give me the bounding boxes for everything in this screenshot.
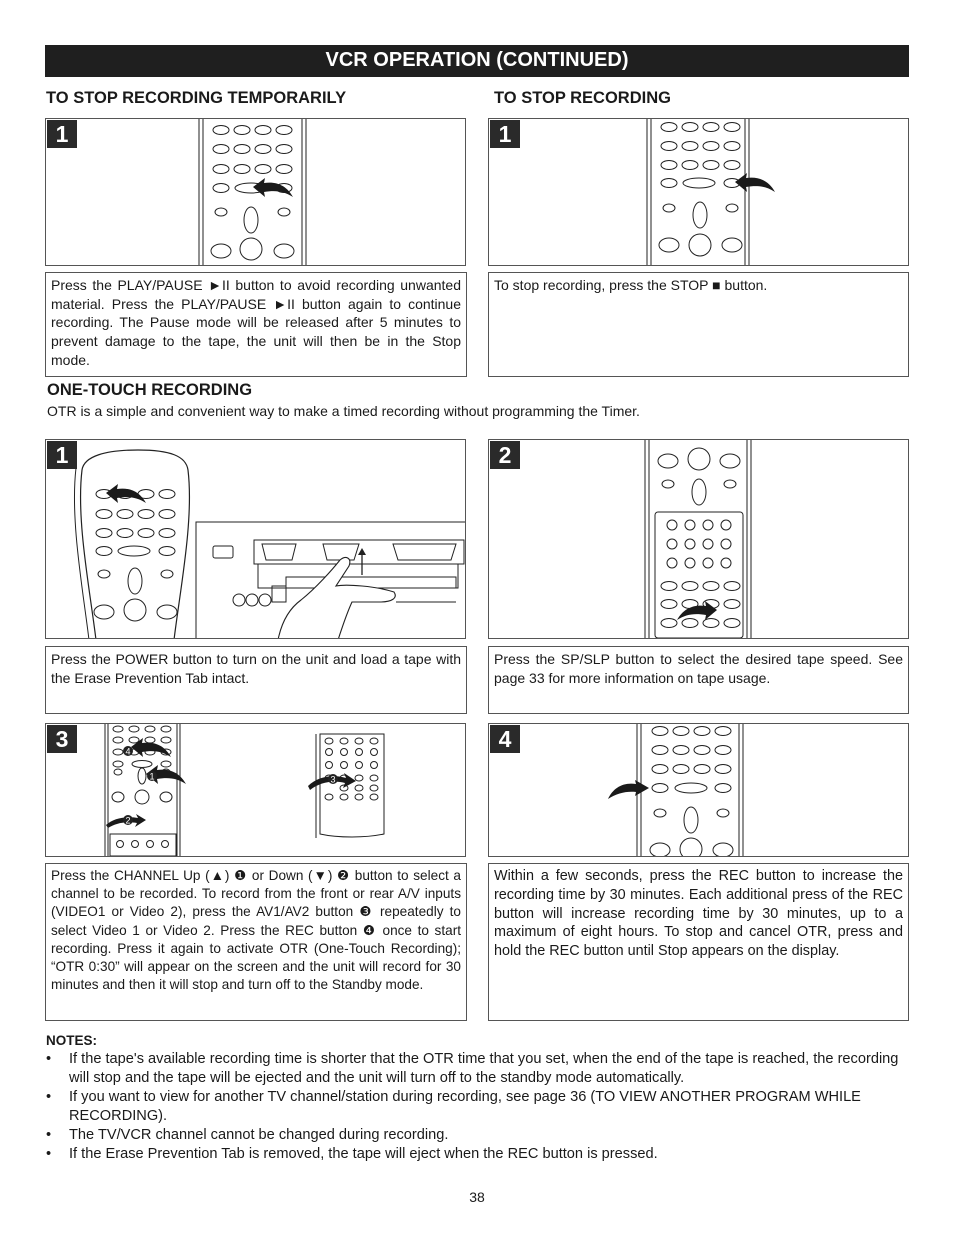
note-item: • If the Erase Prevention Tab is removed, the tape will eject when the REC button is pressed.	[46, 1145, 910, 1164]
figure-otr-step4	[488, 723, 909, 857]
remote-illustration	[489, 119, 908, 265]
instruction-otr-step2: Press the SP/SLP button to select the desired tape speed. See page 33 for more information on tape usage.	[488, 646, 909, 714]
figure-otr-step2	[488, 439, 909, 639]
notes-heading: NOTES:	[46, 1033, 98, 1048]
remote-and-vcr-illustration	[46, 440, 465, 638]
instruction-otr-step4: Within a few seconds, press the REC button to increase the recording time by 30 minutes. Each additional press of the REC button will increase recording time by 30 minutes, up to a maximum of eight hours. To stop and cancel OTR, press and hold the REC button until Stop appears on the display.	[488, 863, 909, 1021]
callout-4: 4	[125, 746, 131, 757]
section-heading-stop: TO STOP RECORDING	[494, 89, 671, 107]
remote-illustration	[489, 440, 908, 638]
remote-illustration	[489, 724, 908, 856]
figure-otr-step3	[45, 723, 466, 857]
notes-list	[46, 1050, 910, 1164]
step-badge: 3	[47, 725, 77, 753]
instruction-pause: Press the PLAY/PAUSE ►II button to avoid recording unwanted material. Press the PLAY/PAUSE ►II button again to continue recording. The Pause mode will be released after 5 minutes to prevent damage to the tape, the unit will then be in the Stop mode.	[45, 272, 467, 377]
section-heading-pause: TO STOP RECORDING TEMPORARILY	[46, 89, 347, 107]
otr-intro: OTR is a simple and convenient way to make a timed recording without programming the Timer.	[47, 403, 640, 419]
note-item: • If you want to view for another TV channel/station during recording, see page 36 (TO VIEW ANOTHER PROGRAM WHILE RECORDING).	[46, 1088, 910, 1126]
page-banner: VCR OPERATION (CONTINUED)	[45, 45, 909, 77]
instruction-otr-step3: Press the CHANNEL Up (▲) ❶ or Down (▼) ❷ button to select a channel to be recorded. To record from the front or rear A/V inputs (VIDEO1 or Video 2), press the AV1/AV2 button ❸ repeatedly to select Video 1 or Video 2. Press the REC button ❹ once to start recording. Press it again to activate OTR (One-Touch Recording); “OTR 0:30” will appear on the screen and the unit will record for 30 minutes and then it will stop and turn off to the Standby mode.	[45, 863, 467, 1021]
remote-illustration	[46, 724, 465, 856]
page-number: 38	[469, 1189, 485, 1205]
callout-3: 3	[330, 774, 336, 785]
step-badge: 1	[47, 120, 77, 148]
callout-2: 2	[125, 815, 131, 826]
note-item: • If the tape's available recording time is shorter that the OTR time that you set, when the end of the tape is reached, the recording will stop and the tape will be ejected and the unit will turn off to the standby mode automatically.	[46, 1050, 910, 1088]
figure-otr-step1	[45, 439, 466, 639]
remote-illustration	[46, 119, 465, 265]
note-item: • The TV/VCR channel cannot be changed during recording.	[46, 1126, 910, 1145]
step-badge: 2	[490, 441, 520, 469]
step-badge: 1	[490, 120, 520, 148]
step-badge: 4	[490, 725, 520, 753]
notes-block	[46, 1031, 910, 1164]
step-badge: 1	[47, 441, 77, 469]
otr-heading: ONE-TOUCH RECORDING	[47, 381, 253, 399]
figure-pause-remote	[45, 118, 466, 266]
instruction-otr-step1: Press the POWER button to turn on the unit and load a tape with the Erase Prevention Tab intact.	[45, 646, 467, 714]
instruction-stop: To stop recording, press the STOP ■ button.	[488, 272, 909, 377]
callout-1: 1	[149, 771, 155, 782]
figure-stop-remote	[488, 118, 909, 266]
